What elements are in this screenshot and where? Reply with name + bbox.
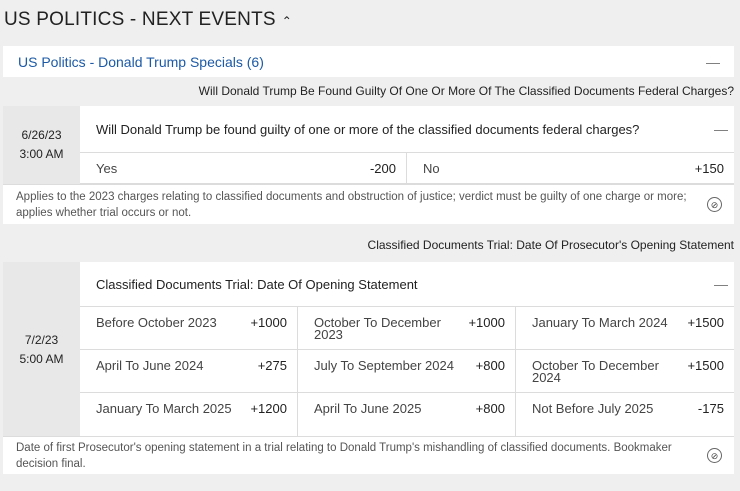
page-title: US POLITICS - NEXT EVENTS [4,9,276,30]
odds-button[interactable] [516,393,734,436]
outcome-price: +1000 [468,315,505,330]
event-date-day: 7/2/23 [24,332,59,347]
outcome-price: -175 [697,401,724,416]
odds-button[interactable] [516,350,734,392]
odds-button[interactable] [80,153,407,183]
odds-button[interactable] [516,307,734,349]
market-note [3,184,734,224]
outcome-name: April To June 2024 [96,358,204,373]
odds-button[interactable] [80,393,298,436]
odds-row [80,350,734,393]
market-caption: Will Donald Trump Be Found Guilty Of One Or More Of The Classified Documents Federal Charges? [198,84,734,98]
no-cashout-icon: ⊘ [707,448,722,463]
event-date-time: 3:00 AM [19,147,64,161]
page-header[interactable] [0,0,740,40]
group-label[interactable]: US Politics - Donald Trump Specials (6) [18,53,264,70]
odds-button[interactable] [80,350,298,392]
outcome-name: Yes [96,160,118,176]
odds-row [80,393,734,436]
outcome-name: July To September 2024 [313,358,454,373]
odds-button[interactable] [298,307,516,349]
odds-button[interactable] [298,393,516,436]
outcome-price: +150 [694,160,724,176]
event-card [3,106,734,224]
odds-button[interactable] [80,307,298,349]
outcome-name: April To June 2025 [313,401,422,416]
collapse-icon[interactable]: — [714,121,728,137]
outcome-name: Not Before July 2025 [531,401,654,416]
event-date [3,106,80,184]
outcome-price: -200 [369,160,396,176]
odds-button[interactable] [407,153,734,183]
outcome-name: January To March 2024 [531,315,668,330]
collapse-icon[interactable]: — [706,53,720,70]
market-header[interactable] [80,106,734,153]
market-title: Classified Documents Trial: Date Of Opening Statement [96,276,418,292]
outcome-price: +1000 [250,315,287,330]
outcome-price: +1500 [687,358,724,373]
outcome-price: +800 [475,358,505,373]
event-date-day: 6/26/23 [21,128,62,142]
outcome-name: January To March 2025 [96,401,232,416]
event-card [3,262,734,474]
market-note [3,436,734,474]
outcome-name: Before October 2023 [96,315,217,330]
odds-row [80,153,734,184]
market-note-text: Date of first Prosecutor's opening statement in a trial relating to Donald Trump's mishandling of classified documents. Bookmaker decision final. [16,441,672,470]
collapse-icon[interactable]: — [714,276,728,292]
outcome-name: October To December 2023 [313,315,441,342]
event-date [3,262,80,437]
group-header[interactable] [3,46,734,77]
outcome-name: October To December 2024 [531,358,659,385]
event-date-time: 5:00 AM [19,351,64,366]
market-caption: Classified Documents Trial: Date Of Prosecutor's Opening Statement [367,238,734,252]
odds-row [80,307,734,350]
outcome-name: No [423,160,440,176]
odds-button[interactable] [298,350,516,392]
market-title: Will Donald Trump be found guilty of one or more of the classified documents federal charges? [96,121,640,137]
outcome-price: +275 [257,358,287,373]
chevron-up-icon[interactable]: ⌃ [281,14,292,28]
market-note-text: Applies to the 2023 charges relating to classified documents and obstruction of justice; verdict must be guilty of one charge or more; applies whether trial occurs or not. [16,190,687,219]
no-cashout-icon: ⊘ [707,197,722,212]
outcome-price: +800 [475,401,505,416]
market-header[interactable] [80,262,734,307]
outcome-price: +1500 [687,315,724,330]
outcome-price: +1200 [250,401,287,416]
